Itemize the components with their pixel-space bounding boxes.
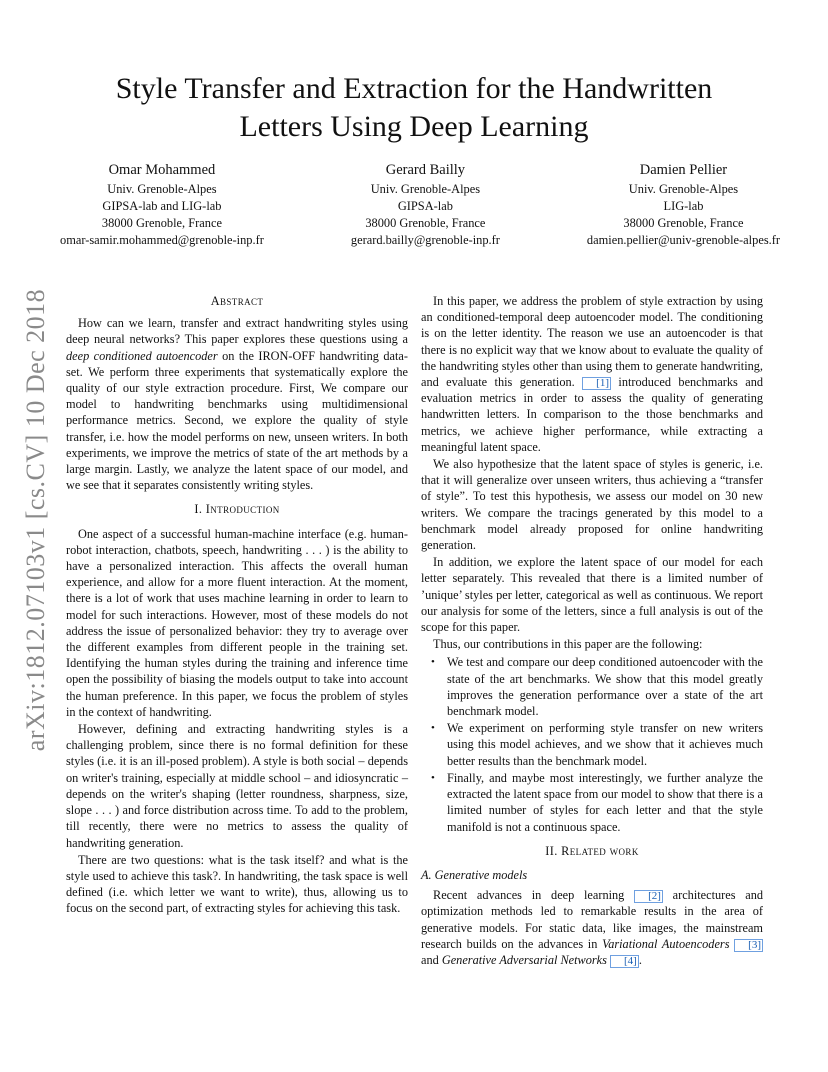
contribution-list bbox=[421, 654, 763, 834]
author-email: gerard.bailly@grenoble-inp.fr bbox=[350, 233, 500, 247]
intro-paragraph-1: One aspect of a successful human-machine interface (e.g. human-robot interaction, chatbots, speech, handwriting . . . ) is the ability to have a personalized interaction. This affects the overall human experience, and allow for a more fluent interaction. At the moment, there is a lot of work that uses machine learning in order to learn to model for such interactions. However, most of these models do not address the issue of personalized behavior: they try to average over the different examples from different people in the training set. Identifying the human styles during the training and inference time open the possibility of biasing the models output to take into account the human preference. In this paper, we focus the problem of styles in the context of handwriting. bbox=[66, 526, 408, 719]
intro-paragraph-3: There are two questions: what is the task itself? and what is the style used to achieve this task?. In handwriting, the task space is well defined (i.e. which letter we want to write), thus, allowing us to focus on the second part, of extracting styles for achieving this task. bbox=[66, 852, 408, 916]
author-affiliation: Univ. Grenoble-Alpes bbox=[628, 182, 739, 196]
right-paragraph-1 bbox=[421, 293, 763, 455]
abstract-heading: Abstract bbox=[210, 294, 264, 308]
author-address: 38000 Grenoble, France bbox=[623, 216, 744, 230]
abstract-text-b: on the IRON-OFF handwriting data-set. We perform three experiments that systematically explore the quality of our style extraction procedure. First, We compare our model to handwriting benchmarks using multidimensional performance metrics. Second, we explore the quality of style transfer, i.e. how the model performs on new, unseen writers. In both experiments, we improve the metrics of state of the art methods by a large margin. Lastly, we analyze the latent space of our model, and we see that it separates consistently writing styles. bbox=[66, 348, 408, 493]
related-work-heading: II. Related work bbox=[545, 843, 639, 858]
right-paragraph-4: Thus, our contributions in this paper are the following: bbox=[433, 637, 703, 652]
abstract-text-a: How can we learn, transfer and extract handwriting styles using deep neural networks? This paper explores these questions using a bbox=[66, 316, 408, 347]
related-text-b: architectures and optimization methods led to remarkable results in the area of generative models. For static data, like images, the mainstream research builds on the advances in bbox=[421, 888, 763, 951]
author-email: omar-samir.mohammed@grenoble-inp.fr bbox=[60, 233, 264, 247]
right-p1-text-a: In this paper, we address the problem of style extraction by using an conditioned-temporal deep autoencoder model. The conditioning is on the letter identity. The reason we use an autoencoder is that there is no explicit way that we know about to evaluate the quality of the handwriting styles other than using them to generate handwriting, and evaluate this generation. bbox=[421, 294, 763, 390]
paper-title bbox=[60, 70, 768, 146]
author-1 bbox=[60, 162, 264, 249]
citation-link-1[interactable]: [1] bbox=[582, 377, 611, 390]
arxiv-stamp bbox=[20, 280, 52, 760]
citation-link-4[interactable]: [4] bbox=[610, 955, 639, 968]
generative-models-heading: A. Generative models bbox=[421, 867, 528, 882]
author-lab: GIPSA-lab and LIG-lab bbox=[102, 199, 222, 213]
right-paragraph-3: In addition, we explore the latent space of our model for each letter separately. This revealed that there is a limited number of ’unique’ styles per letter, categorical as well as continuous. We report our analysis for some of the letters, since a full analysis is out of the scope for this paper. bbox=[421, 555, 763, 635]
arxiv-stamp-text: arXiv:1812.07103v1 [cs.CV] 10 Dec 2018 bbox=[21, 288, 50, 752]
abstract-emphasis: deep conditioned autoencoder bbox=[66, 348, 218, 363]
author-address: 38000 Grenoble, France bbox=[365, 216, 486, 230]
right-p1-text-b: introduced benchmarks and evaluation metrics in order to assess the quality of generating handwritten letters. In comparison to the those benchmarks and metrics, we achieve higher performance, while extracting a meaningful latent space. bbox=[421, 375, 764, 454]
right-paragraph-2: We also hypothesize that the latent space of styles is generic, i.e. that it will generalize over unseen writers, thus achieving a “transfer of style”. To test this hypothesis, we assess our model on 30 new writers. We compare the tracings generated by this model to a benchmark model already proposed for online handwriting generation. bbox=[421, 457, 763, 553]
author-address: 38000 Grenoble, France bbox=[101, 216, 222, 230]
intro-paragraph-2: However, defining and extracting handwriting styles is a challenging problem, since there is no formal definition for these styles (i.e. it is an ill-posed problem). A style is both social – depends on writer's training, especially at middle school – and idiosyncratic – depends on the writer's shaping (letter roundness, sharpness, size, slope . . . ) and force distribution across time. To add to the problem, till recently, there were no metrics to assess the quality of handwriting generation. bbox=[66, 722, 408, 850]
citation-link-2[interactable]: [2] bbox=[634, 890, 663, 903]
author-lab: GIPSA-lab bbox=[397, 199, 453, 213]
left-column bbox=[66, 293, 408, 918]
author-3 bbox=[587, 162, 780, 249]
author-email: damien.pellier@univ-grenoble-alpes.fr bbox=[586, 233, 780, 247]
related-paragraph bbox=[421, 887, 763, 968]
citation-link-3[interactable]: [3] bbox=[734, 939, 763, 952]
author-2 bbox=[351, 162, 500, 249]
related-text-a: Recent advances in deep learning bbox=[433, 888, 635, 903]
related-text-f: . bbox=[638, 952, 642, 967]
related-emphasis-gan: Generative Adversarial Networks bbox=[441, 952, 607, 967]
list-item: • Finally, and maybe most interestingly, we further analyze the extracted the latent space from our model to show that there is a limited number of styles for each letter and that the style manifold is not a continuous space. bbox=[447, 770, 763, 835]
title-line-1: Style Transfer and Extraction for the Handwritten bbox=[115, 72, 713, 105]
abstract-paragraph bbox=[66, 315, 408, 493]
list-item: • We test and compare our deep conditioned autoencoder with the state of the art benchmarks. We show that this model greatly improves the generation performance over a state of the art benchmark model. bbox=[447, 654, 763, 719]
author-name: Damien Pellier bbox=[639, 162, 728, 178]
list-item: • We experiment on performing style transfer on new writers using this model achieves, and we show that it achieves much better results than the benchmark model. bbox=[447, 720, 763, 769]
author-name: Omar Mohammed bbox=[108, 162, 216, 178]
author-block bbox=[60, 162, 780, 249]
author-affiliation: Univ. Grenoble-Alpes bbox=[370, 182, 481, 196]
related-text-d: and bbox=[421, 952, 442, 967]
introduction-heading: I. Introduction bbox=[194, 502, 280, 517]
author-lab: LIG-lab bbox=[663, 199, 704, 213]
title-line-2: Letters Using Deep Learning bbox=[239, 110, 589, 143]
author-affiliation: Univ. Grenoble-Alpes bbox=[107, 182, 217, 196]
related-emphasis-vae: Variational Autoencoders bbox=[602, 936, 730, 951]
right-column bbox=[421, 293, 763, 969]
author-name: Gerard Bailly bbox=[385, 162, 466, 178]
